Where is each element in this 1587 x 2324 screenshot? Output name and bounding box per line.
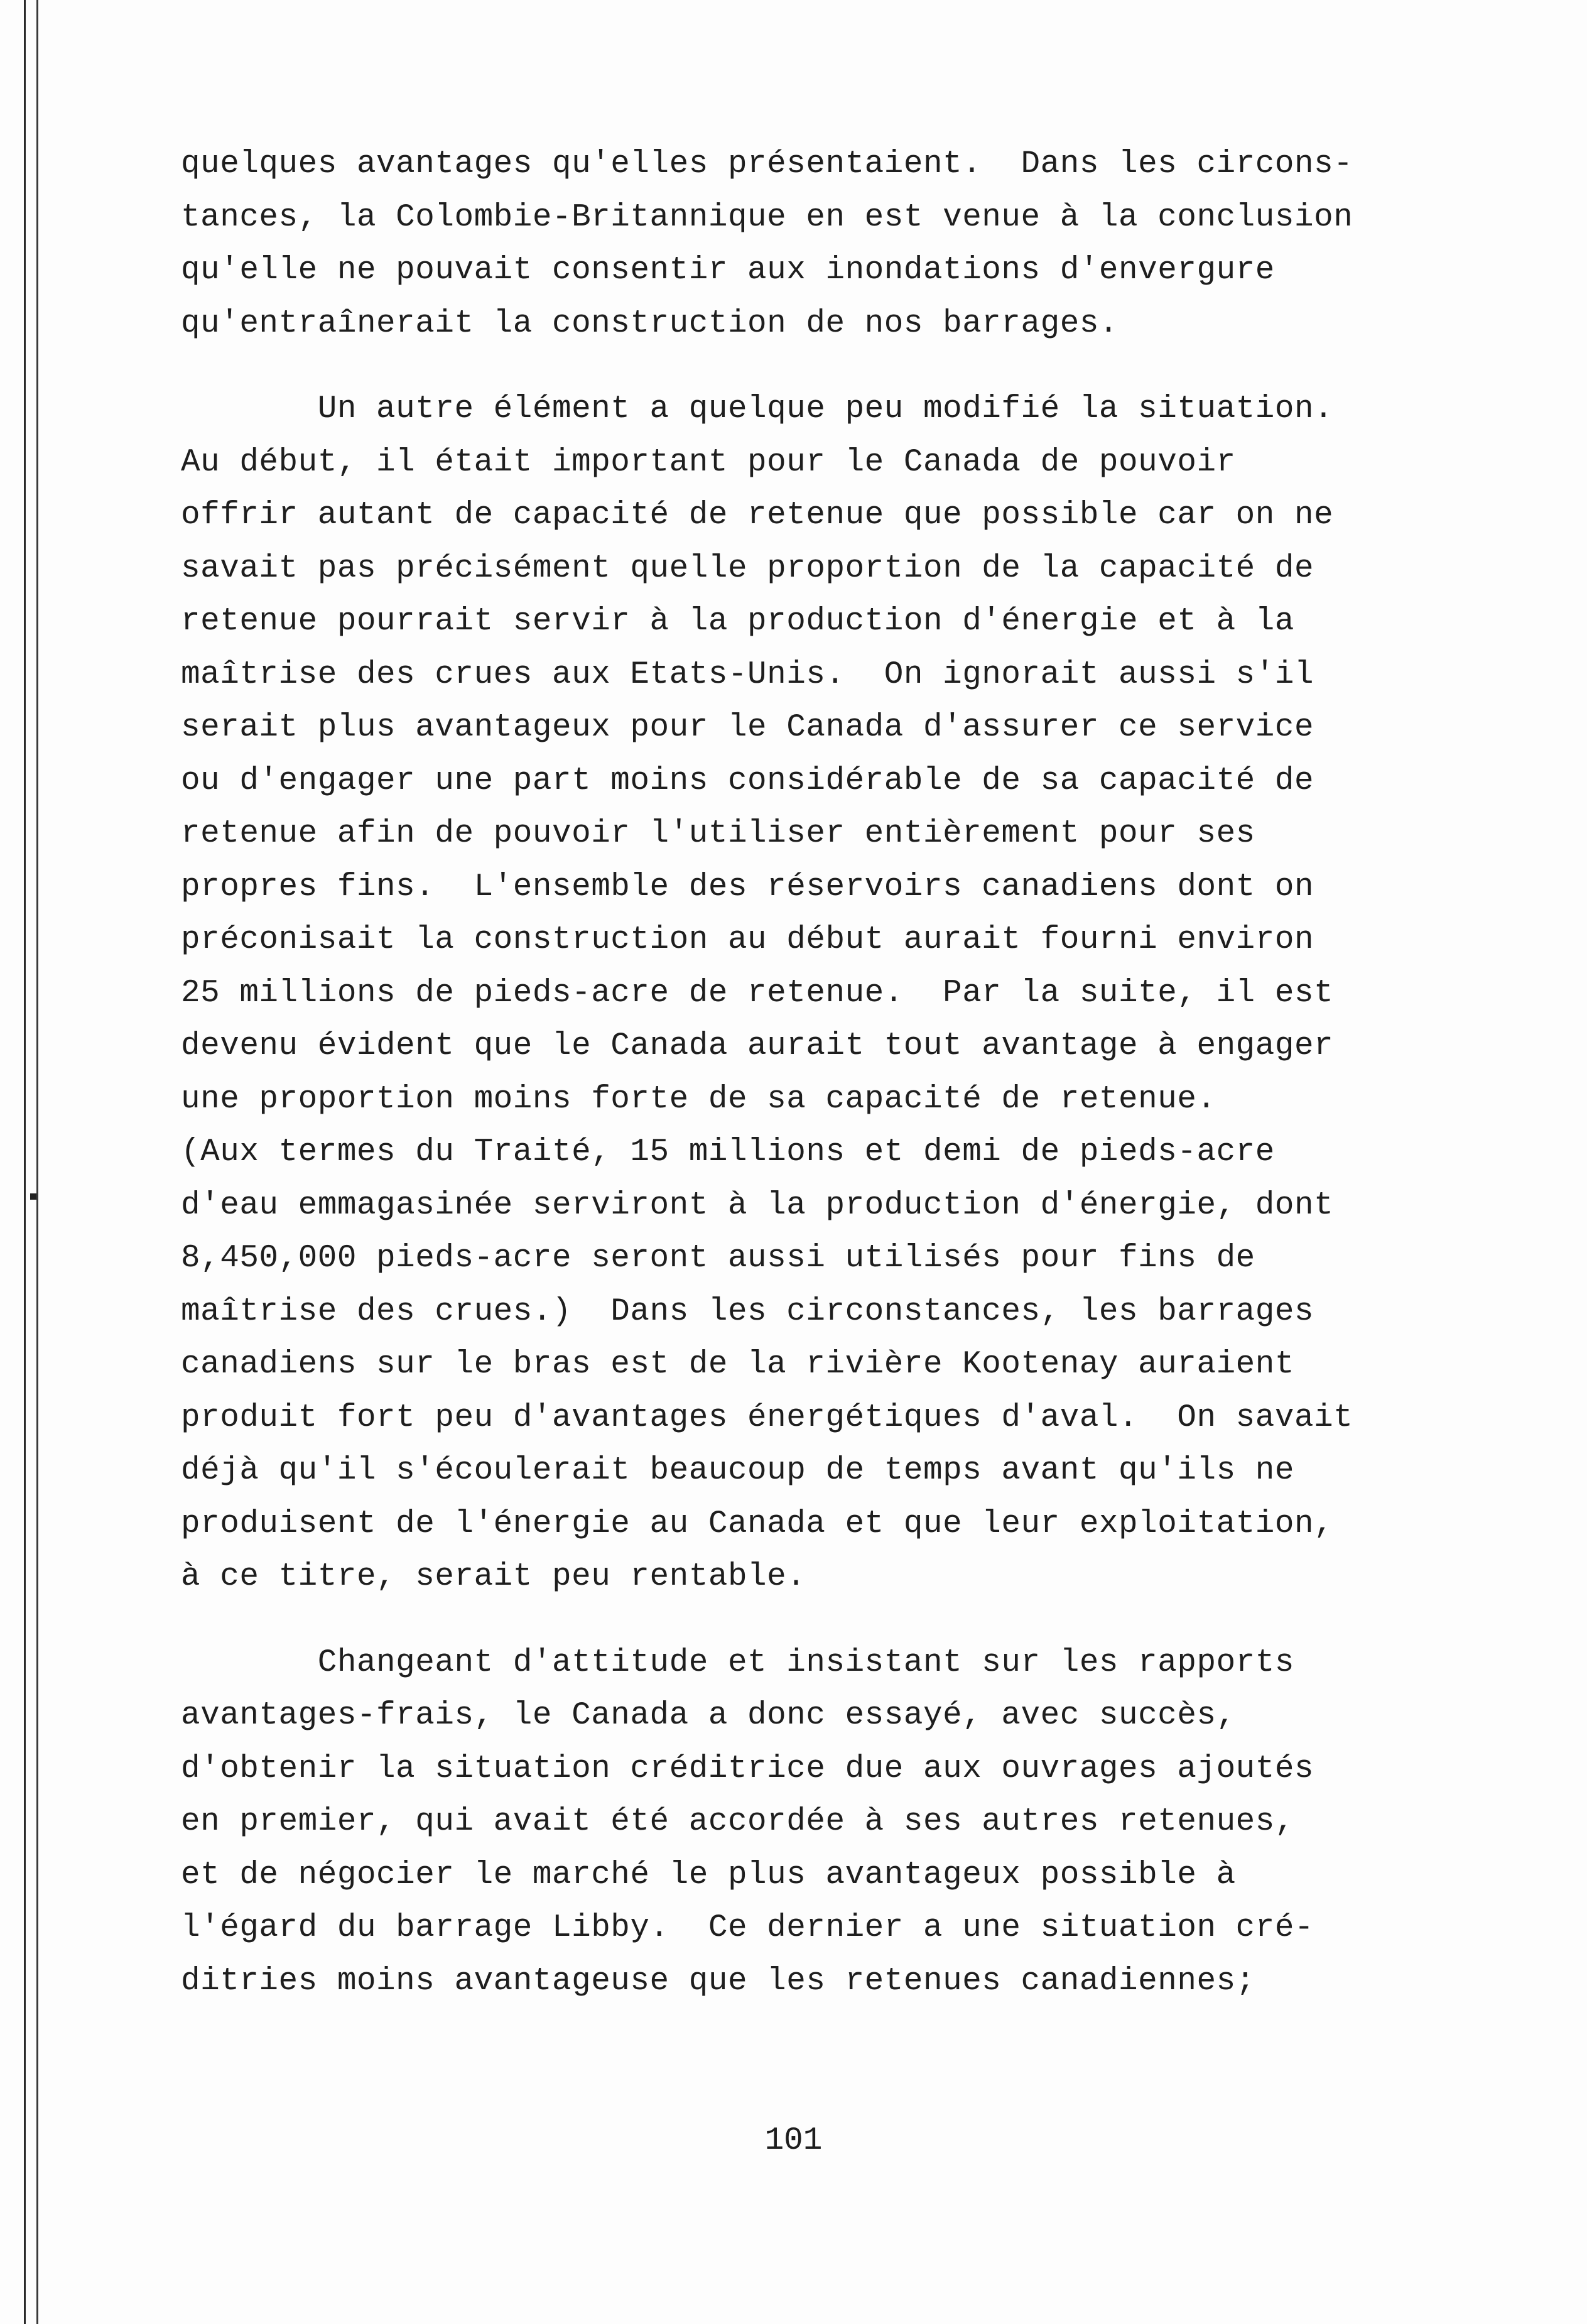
paragraph	[181, 383, 1475, 1604]
text-line: avantages-frais, le Canada a donc essayé, avec succès,	[181, 1698, 1236, 1734]
text-line: quelques avantages qu'elles présentaient. Dans les circons-	[181, 146, 1353, 182]
text-line: savait pas précisément quelle proportion de la capacité de	[181, 550, 1314, 587]
text-line: Au début, il était important pour le Canada de pouvoir	[181, 444, 1236, 481]
text-line: produisent de l'énergie au Canada et que leur exploitation,	[181, 1506, 1334, 1542]
text-line: déjà qu'il s'écoulerait beaucoup de temps avant qu'ils ne	[181, 1453, 1294, 1489]
text-line: offrir autant de capacité de retenue que possible car on ne	[181, 497, 1334, 533]
text-line: propres fins. L'ensemble des réservoirs canadiens dont on	[181, 869, 1314, 905]
text-line: produit fort peu d'avantages énergétiques d'aval. On savait	[181, 1399, 1353, 1436]
paragraph	[181, 138, 1475, 350]
body-text	[181, 138, 1475, 2008]
text-line: retenue afin de pouvoir l'utiliser entièrement pour ses	[181, 816, 1255, 852]
text-line: qu'entraînerait la construction de nos barrages.	[181, 305, 1119, 342]
text-line: retenue pourrait servir à la production d'énergie et à la	[181, 604, 1294, 639]
page-number: 101	[764, 2123, 823, 2159]
text-line: serait plus avantageux pour le Canada d'assurer ce service	[181, 710, 1314, 746]
binding-edge-line	[24, 0, 26, 2324]
binding-mark	[30, 1193, 36, 1200]
text-line: qu'elle ne pouvait consentir aux inondations d'envergure	[181, 252, 1275, 288]
text-line: canadiens sur le bras est de la rivière Kootenay auraient	[181, 1347, 1294, 1382]
text-line: d'eau emmagasinée serviront à la production d'énergie, dont	[181, 1187, 1334, 1224]
text-line: 8,450,000 pieds-acre seront aussi utilisés pour fins de	[181, 1241, 1255, 1276]
text-line: devenu évident que le Canada aurait tout avantage à engager	[181, 1028, 1334, 1064]
text-line: Changeant d'attitude et insistant sur les rapports	[181, 1644, 1294, 1681]
text-line: une proportion moins forte de sa capacité de retenue.	[181, 1081, 1216, 1117]
text-line: d'obtenir la situation créditrice due aux ouvrages ajoutés	[181, 1751, 1314, 1787]
text-line: 25 millions de pieds-acre de retenue. Par la suite, il est	[181, 975, 1334, 1011]
text-line: l'égard du barrage Libby. Ce dernier a une situation cré-	[181, 1910, 1314, 1946]
text-line: et de négocier le marché le plus avantageux possible à	[181, 1857, 1236, 1893]
text-line: Un autre élément a quelque peu modifié la situation.	[181, 391, 1334, 427]
text-line: maîtrise des crues.) Dans les circonstances, les barrages	[181, 1293, 1314, 1330]
text-line: (Aux termes du Traité, 15 millions et demi de pieds-acre	[181, 1134, 1275, 1170]
text-line: ditries moins avantageuse que les retenues canadiennes;	[181, 1963, 1255, 1999]
text-line: en premier, qui avait été accordée à ses autres retenues,	[181, 1804, 1294, 1840]
paragraph	[181, 1637, 1475, 2009]
text-line: maîtrise des crues aux Etats-Unis. On ignorait aussi s'il	[181, 656, 1314, 693]
text-line: ou d'engager une part moins considérable de sa capacité de	[181, 763, 1314, 799]
text-line: à ce titre, serait peu rentable.	[181, 1559, 806, 1595]
binding-edge-line-inner	[36, 0, 38, 2324]
text-line: préconisait la construction au début aurait fourni environ	[181, 922, 1314, 958]
text-line: tances, la Colombie-Britannique en est venue à la conclusion	[181, 199, 1353, 236]
